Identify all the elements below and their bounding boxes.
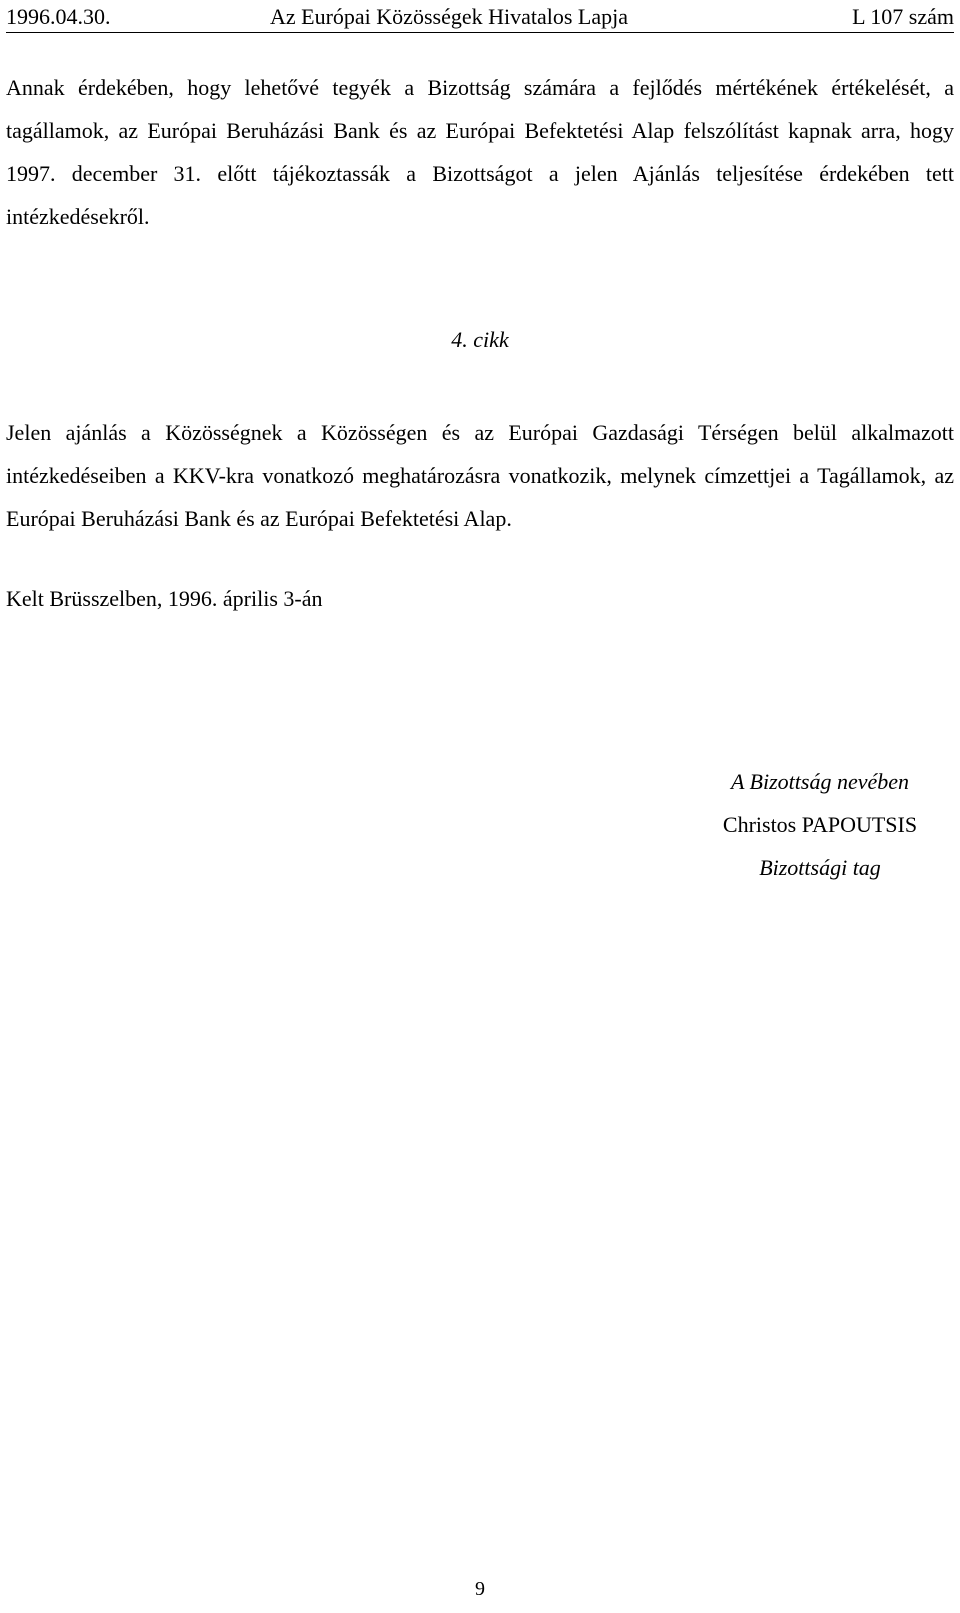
signature-on-behalf: A Bizottság nevében xyxy=(731,769,909,794)
header-journal-title: Az Európai Közösségek Hivatalos Lapja xyxy=(270,4,628,29)
page-number: 9 xyxy=(475,1578,485,1600)
article-heading: 4. cikk xyxy=(451,327,509,352)
paragraph-scope: Jelen ajánlás a Közösségnek a Közösségen és az Európai Gazdasági Térségen belül alkalmazott intézkedéseiben a KKV-kra vonatkozó meghatározásra vonatkozik, melynek címzettjei a Tagállamok, az Európai Beruházási Bank és az Európai Befektetési Alap. xyxy=(6,420,954,531)
place-and-date: Kelt Brüsszelben, 1996. április 3-án xyxy=(6,586,323,611)
signatory-name: Christos PAPOUTSIS xyxy=(722,812,918,837)
signatory-role: Bizottsági tag xyxy=(759,855,881,880)
page-header xyxy=(0,4,960,32)
header-date: 1996.04.30. xyxy=(6,4,111,29)
paragraph-assessment: Annak érdekében, hogy lehetővé tegyék a Bizottság számára a fejlődés mértékének értékelését, a tagállamok, az Európai Beruházási Bank és az Európai Befektetési Alap felszólítást kapnak arra, hogy 1997. december 31. előtt tájékoztassák a Bizottságot a jelen Ajánlás teljesítése érdekében tett intézkedésekről. xyxy=(6,75,954,229)
header-issue-number: L 107 szám xyxy=(852,4,954,29)
header-divider xyxy=(6,32,954,33)
signature-block xyxy=(700,760,940,889)
